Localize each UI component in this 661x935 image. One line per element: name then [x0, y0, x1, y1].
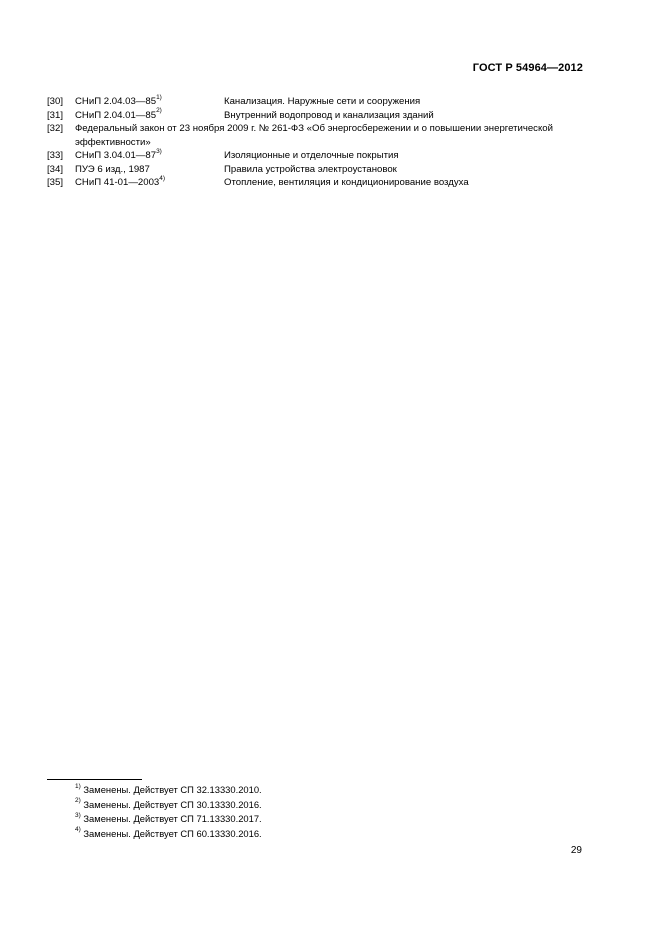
reference-full-text: Федеральный закон от 23 ноября 2009 г. № 261-ФЗ «Об энергосбережении и о повышении энергетической эффективности»: [75, 123, 553, 148]
footnote-mark: 2): [75, 797, 81, 805]
bibliography-list: [47, 95, 587, 190]
footnote-separator: [47, 779, 142, 780]
reference-code: СНиП 2.04.01—85$^{2)}$: [75, 107, 162, 121]
reference-title: Изоляционные и отделочные покрытия: [224, 150, 399, 161]
footnote-3: [75, 812, 262, 827]
reference-number: [34]: [47, 163, 64, 175]
reference-number: [31]: [47, 109, 64, 121]
footnote-text: Заменены. Действует СП 71.13330.2017.: [80, 813, 262, 824]
footnote-marker: 2): [156, 107, 162, 115]
footnote-mark: 3): [75, 811, 81, 819]
reference-number: [33]: [47, 150, 64, 161]
reference-code: ПУЭ 6 изд., 1987: [75, 163, 150, 175]
footnote-marker: 1): [156, 93, 162, 101]
footnote-mark: 4): [75, 826, 81, 834]
footnote-4: [75, 827, 262, 842]
reference-item-33: [47, 149, 587, 163]
reference-item-31: [47, 109, 587, 123]
footnote-marker: 4): [159, 174, 166, 182]
reference-code: СНиП 3.04.01—87$^{3)}$: [75, 147, 162, 161]
reference-item-30: [47, 95, 587, 109]
footnote-mark: 1): [75, 782, 81, 790]
footnote-marker: 3): [156, 147, 162, 155]
reference-item-32: [47, 122, 587, 149]
reference-number: [30]: [47, 96, 64, 107]
reference-item-35: [47, 176, 587, 190]
page-number: 29: [570, 845, 582, 856]
reference-item-34: [47, 163, 587, 177]
reference-code: СНиП 2.04.03—85$^{1)}$: [75, 93, 162, 107]
footnote-text: Заменены. Действует СП 30.13330.2016.: [80, 798, 262, 810]
footnotes-list: [75, 783, 262, 841]
document-code-header: ГОСТ Р 54964—2012: [472, 62, 583, 74]
footnote-2: [75, 798, 262, 813]
reference-title: Отопление, вентиляция и кондиционирование воздуха: [224, 177, 469, 188]
footnote-text: Заменены. Действует СП 60.13330.2016.: [80, 827, 262, 839]
reference-title: Внутренний водопровод и канализация зданий: [224, 109, 434, 121]
reference-code: СНиП 41-01—2003$^{4)}$: [75, 174, 166, 188]
footnote-text: Заменены. Действует СП 32.13330.2010.: [80, 784, 262, 795]
footnote-1: [75, 783, 262, 798]
reference-number: [32]: [47, 123, 64, 134]
reference-title: Канализация. Наружные сети и сооружения: [224, 96, 421, 107]
reference-number: [35]: [47, 177, 64, 188]
reference-title: Правила устройства электроустановок: [224, 163, 397, 175]
